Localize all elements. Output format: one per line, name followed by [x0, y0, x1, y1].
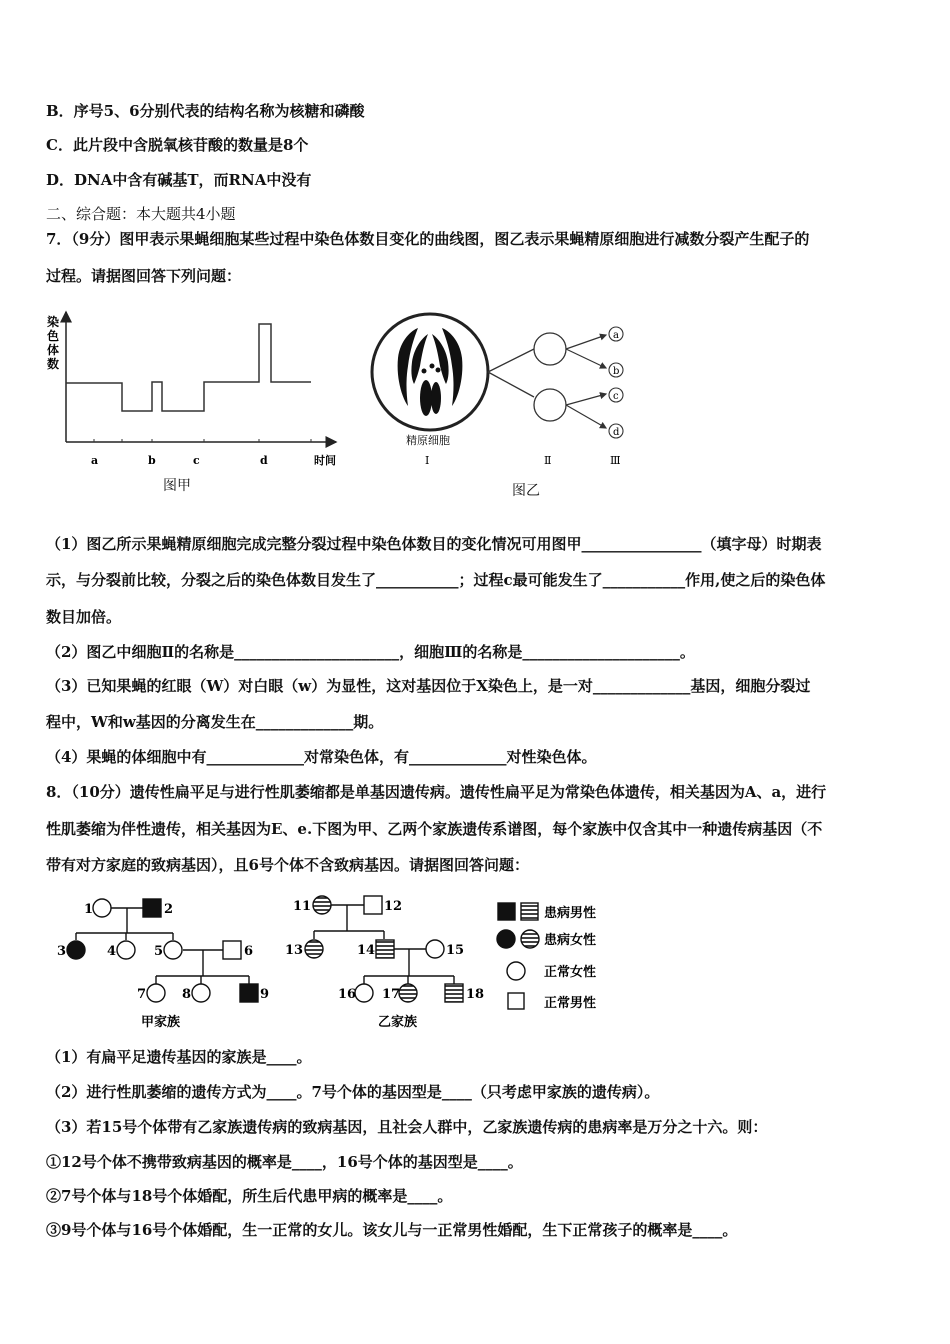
individual-4	[117, 941, 135, 959]
gamete-label-b: b	[613, 366, 620, 377]
q8-p3: （3）若15号个体带有乙家族遗传病的致病基因，且社会人群中，乙家族遗传病的患病率是万分之十六。则：	[46, 1118, 768, 1136]
legend-affected-female-striped	[521, 930, 539, 948]
label-3: 3	[57, 944, 67, 959]
q7-p1-line3: 数目加倍。	[46, 608, 122, 626]
label-1: 1	[84, 902, 94, 917]
legend-affected-male-striped	[521, 903, 538, 920]
individual-13	[305, 940, 323, 958]
figure-yi-caption: 图乙	[512, 483, 540, 499]
legend-affected-male-label: 患病男性	[544, 906, 597, 921]
individual-7	[147, 984, 165, 1002]
label-16: 16	[338, 987, 357, 1002]
legend-normal-female	[507, 962, 525, 980]
x-label: 时间	[314, 454, 336, 467]
label-6: 6	[244, 944, 254, 959]
q7-p1-line1: （1）图乙所示果蝇精原细胞完成完整分裂过程中染色体数目的变化情况可用图甲________________（填字母）时期表	[46, 535, 822, 553]
individual-5	[164, 941, 182, 959]
stage-label-2: Ⅱ	[544, 454, 552, 467]
q8-stem-line3: 带有对方家庭的致病基因），且6号个体不含致病基因。请据图回答问题：	[46, 856, 529, 874]
individual-2	[143, 899, 161, 917]
q7-p4: （4）果蝇的体细胞中有_____________对常染色体，有_____________对性染色体。	[46, 748, 597, 766]
label-7: 7	[137, 987, 147, 1002]
label-9: 9	[260, 987, 270, 1002]
individual-17	[399, 984, 417, 1002]
figure-yi-diagram	[366, 308, 636, 478]
y-label-char-2: 色	[47, 329, 60, 343]
label-2: 2	[164, 902, 174, 917]
q8-p1: （1）有扁平足遗传基因的家族是____。	[46, 1048, 312, 1066]
q7-p1-line2: 示，与分裂前比较，分裂之后的染色体数目发生了___________；过程c最可能发生了___________作用,使之后的染色体	[46, 571, 826, 589]
label-13: 13	[285, 943, 304, 958]
individual-8	[192, 984, 210, 1002]
q8-stem-line2: 性肌萎缩为伴性遗传，相关基因为E、e.下图为甲、乙两个家族遗传系谱图，每个家族中仅含其中一种遗传病基因（不	[46, 820, 823, 838]
secondary-cell-2	[534, 389, 566, 421]
q7-stem-line2: 过程。请据图回答下列问题：	[46, 267, 242, 285]
individual-12	[364, 896, 382, 914]
individual-14	[376, 940, 394, 958]
legend-normal-male	[508, 993, 524, 1009]
q8-stem-line1: 8．（10分）遗传性扁平足与进行性肌萎缩都是单基因遗传病。遗传性扁平足为常染色体遗传，相关基因为A、a，进行	[46, 783, 827, 801]
individual-6	[223, 941, 241, 959]
jia-family-caption: 甲家族	[141, 1015, 181, 1030]
individual-9	[240, 984, 258, 1002]
label-11: 11	[293, 899, 312, 914]
individual-18	[445, 984, 463, 1002]
q8-sub1: ①12号个体不携带致病基因的概率是____，16号个体的基因型是____。	[46, 1153, 523, 1171]
individual-1	[93, 899, 111, 917]
chromosomes	[398, 328, 463, 416]
q7-p3-line1: （3）已知果蝇的红眼（W）对白眼（w）为显性，这对基因位于X染色上，是一对_____________基因，细胞分裂过	[46, 677, 811, 695]
q8-p2: （2）进行性肌萎缩的遗传方式为____。7号个体的基因型是____（只考虑甲家族的遗传病）。	[46, 1083, 660, 1101]
pedigree-chart	[46, 888, 626, 1038]
figure-jia-chart	[44, 310, 354, 505]
section-title: 二、综合题：本大题共4小题	[46, 205, 236, 223]
legend-normal-female-label: 正常女性	[544, 965, 597, 980]
q7-p2: （2）图乙中细胞Ⅱ的名称是______________________，细胞Ⅲ的名称是_____________________。	[46, 643, 695, 661]
tick-label-a: a	[91, 454, 99, 467]
y-label-char-4: 数	[47, 357, 60, 371]
individual-16	[355, 984, 373, 1002]
legend-affected-male-solid	[498, 903, 515, 920]
y-label-char-3: 体	[47, 343, 60, 357]
individual-3	[67, 941, 85, 959]
label-17: 17	[382, 987, 401, 1002]
stage-label-1: Ⅰ	[425, 454, 430, 467]
gamete-label-a: a	[613, 330, 619, 341]
individual-15	[426, 940, 444, 958]
tick-label-c: c	[193, 454, 200, 467]
figure-jia-caption: 图甲	[163, 478, 191, 494]
label-18: 18	[466, 987, 485, 1002]
label-5: 5	[154, 944, 164, 959]
tick-label-d: d	[260, 454, 268, 467]
option-d: D．DNA中含有碱基T，而RNA中没有	[46, 171, 312, 189]
label-8: 8	[182, 987, 192, 1002]
spermatogonium-cell	[372, 314, 488, 430]
option-c: C．此片段中含脱氧核苷酸的数量是8个	[46, 136, 309, 154]
legend-affected-female-label: 患病女性	[544, 933, 597, 948]
stage-label-3: Ⅲ	[610, 454, 621, 467]
tick-label-b: b	[148, 454, 156, 467]
gamete-label-d: d	[613, 427, 620, 438]
label-12: 12	[384, 899, 403, 914]
legend-normal-male-label: 正常男性	[544, 996, 597, 1011]
cell-label: 精原细胞	[406, 434, 450, 447]
q8-sub3: ③9号个体与16号个体婚配，生一正常的女儿。该女儿与一正常男性婚配，生下正常孩子的概率是____。	[46, 1221, 738, 1239]
q7-stem-line1: 7．（9分）图甲表示果蝇细胞某些过程中染色体数目变化的曲线图，图乙表示果蝇精原细胞进行减数分裂产生配子的	[46, 230, 810, 248]
individual-11	[313, 896, 331, 914]
q7-p3-line2: 程中，W和w基因的分离发生在_____________期。	[46, 713, 384, 731]
y-label-char-1: 染	[47, 315, 60, 329]
legend-affected-female-solid	[497, 930, 515, 948]
yi-family-caption: 乙家族	[378, 1015, 418, 1030]
chromosome-curve	[66, 324, 311, 411]
gamete-label-c: c	[613, 391, 619, 402]
secondary-cell-1	[534, 333, 566, 365]
label-15: 15	[446, 943, 465, 958]
q8-sub2: ②7号个体与18号个体婚配，所生后代患甲病的概率是____。	[46, 1187, 453, 1205]
option-b: B．序号5、6分别代表的结构名称为核糖和磷酸	[46, 102, 365, 120]
label-14: 14	[357, 943, 376, 958]
label-4: 4	[107, 944, 117, 959]
